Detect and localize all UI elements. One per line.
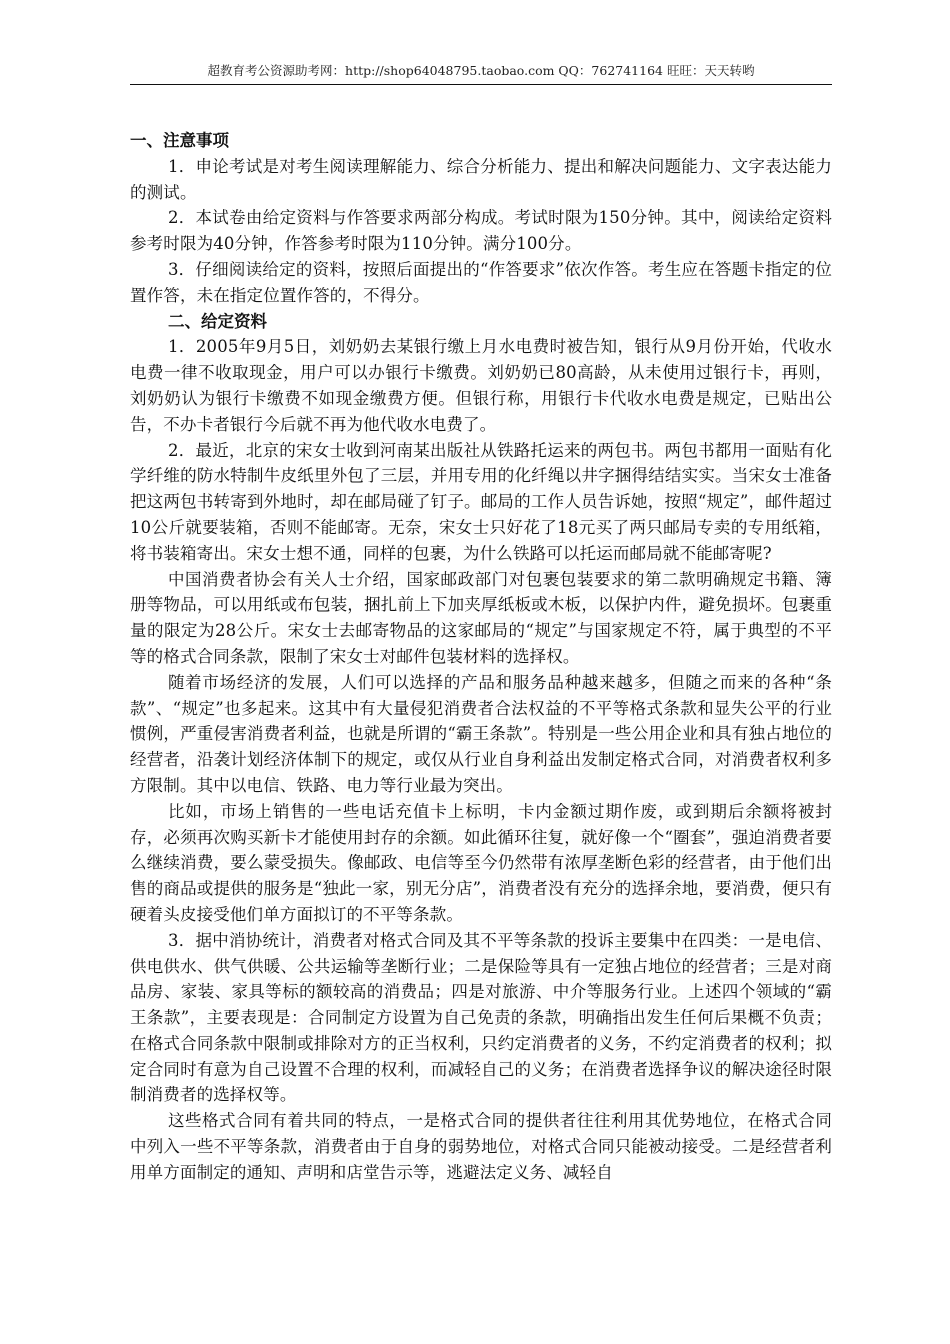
document-body <box>130 128 832 1186</box>
section-heading-materials: 二、给定资料 <box>167 311 267 331</box>
materials-paragraph-7: 这些格式合同有着共同的特点，一是格式合同的提供者往往利用其优势地位，在格式合同中列入一些不平等条款，消费者由于自身的弱势地位，对格式合同只能被动接受。二是经营者利用单方面制定的通知、声明和店堂告示等，逃避法定义务、减轻自 <box>130 1111 832 1182</box>
section-heading-notes: 一、注意事项 <box>130 131 229 150</box>
materials-paragraph-6: 3．据中消协统计，消费者对格式合同及其不平等条款的投诉主要集中在四类：一是电信、供电供水、供气供暖、公共运输等垄断行业；二是保险等具有一定独占地位的经营者；三是对商品房、家装、家具等标的额较高的消费品；四是对旅游、中介等服务行业。上述四个领域的“霸王条款”，主要表现是：合同制定方设置为自己免责的条款，明确指出发生任何后果概不负责；在格式合同条款中限制或排除对方的正当权利，只约定消费者的义务，不约定消费者的权利；拟定合同时有意为自己设置不合理的权利，而减轻自己的义务；在消费者选择争议的解决途径时限制消费者的选择权等。 <box>130 930 832 1105</box>
materials-paragraph-4: 随着市场经济的发展，人们可以选择的产品和服务品种越来越多，但随之而来的各种“条款”、“规定”也多起来。这其中有大量侵犯消费者合法权益的不平等格式条款和显失公平的行业惯例，严重侵害消费者利益，也就是所谓的“霸王条款”。特别是一些公用企业和具有独占地位的经营者，沿袭计划经济体制下的规定，或仅从行业自身利益出发制定格式合同，对消费者权利多方限制。其中以电信、铁路、电力等行业最为突出。 <box>130 672 832 795</box>
header-divider <box>130 84 832 85</box>
page-header: 超教育考公资源助考网：http://shop64048795.taobao.com QQ：762741164 旺旺：天天转哟 <box>207 63 755 78</box>
notes-paragraph-2: 2．本试卷由给定资料与作答要求两部分构成。考试时限为150分钟。其中，阅读给定资料参考时限为40分钟，作答参考时限为110分钟。满分100分。 <box>130 208 832 254</box>
materials-paragraph-5: 比如，市场上销售的一些电话充值卡上标明，卡内金额过期作废，或到期后余额将被封存，必须再次购买新卡才能使用封存的余额。如此循环往复，就好像一个“圈套”，强迫消费者要么继续消费，要么蒙受损失。像邮政、电信等至今仍然带有浓厚垄断色彩的经营者，由于他们出售的商品或提供的服务是“独此一家，别无分店”，消费者没有充分的选择余地，要消费，便只有硬着头皮接受他们单方面拟订的不平等条款。 <box>130 801 832 924</box>
materials-paragraph-2: 2．最近，北京的宋女士收到河南某出版社从铁路托运来的两包书。两包书都用一面贴有化学纤维的防水特制牛皮纸里外包了三层，并用专用的化纤绳以井字捆得结结实实。当宋女士准备把这两包书转寄到外地时，却在邮局碰了钉子。邮局的工作人员告诉她，按照“规定”，邮件超过10公斤就要装箱，否则不能邮寄。无奈，宋女士只好花了18元买了两只邮局专卖的专用纸箱，将书装箱寄出。宋女士想不通，同样的包裹，为什么铁路可以托运而邮局就不能邮寄呢? <box>130 440 832 563</box>
materials-paragraph-1: 1．2005年9月5日，刘奶奶去某银行缴上月水电费时被告知，银行从9月份开始，代收水电费一律不收取现金，用户可以办银行卡缴费。刘奶奶已80高龄，从未使用过银行卡，再则，刘奶奶认为银行卡缴费不如现金缴费方便。但银行称，用银行卡代收水电费是规定，已贴出公告，不办卡者银行今后就不再为他代收水电费了。 <box>130 337 832 434</box>
notes-paragraph-1: 1．申论考试是对考生阅读理解能力、综合分析能力、提出和解决问题能力、文字表达能力的测试。 <box>130 156 832 202</box>
notes-paragraph-3: 3．仔细阅读给定的资料，按照后面提出的“作答要求”依次作答。考生应在答题卡指定的位置作答，未在指定位置作答的，不得分。 <box>130 259 832 305</box>
materials-paragraph-3: 中国消费者协会有关人士介绍，国家邮政部门对包裹包装要求的第二款明确规定书籍、簿册等物品，可以用纸或布包装，捆扎前上下加夹厚纸板或木板，以保护内件，避免损坏。包裹重量的限定为28公斤。宋女士去邮寄物品的这家邮局的“规定”与国家规定不符，属于典型的不平等的格式合同条款，限制了宋女士对邮件包装材料的选择权。 <box>130 569 832 666</box>
